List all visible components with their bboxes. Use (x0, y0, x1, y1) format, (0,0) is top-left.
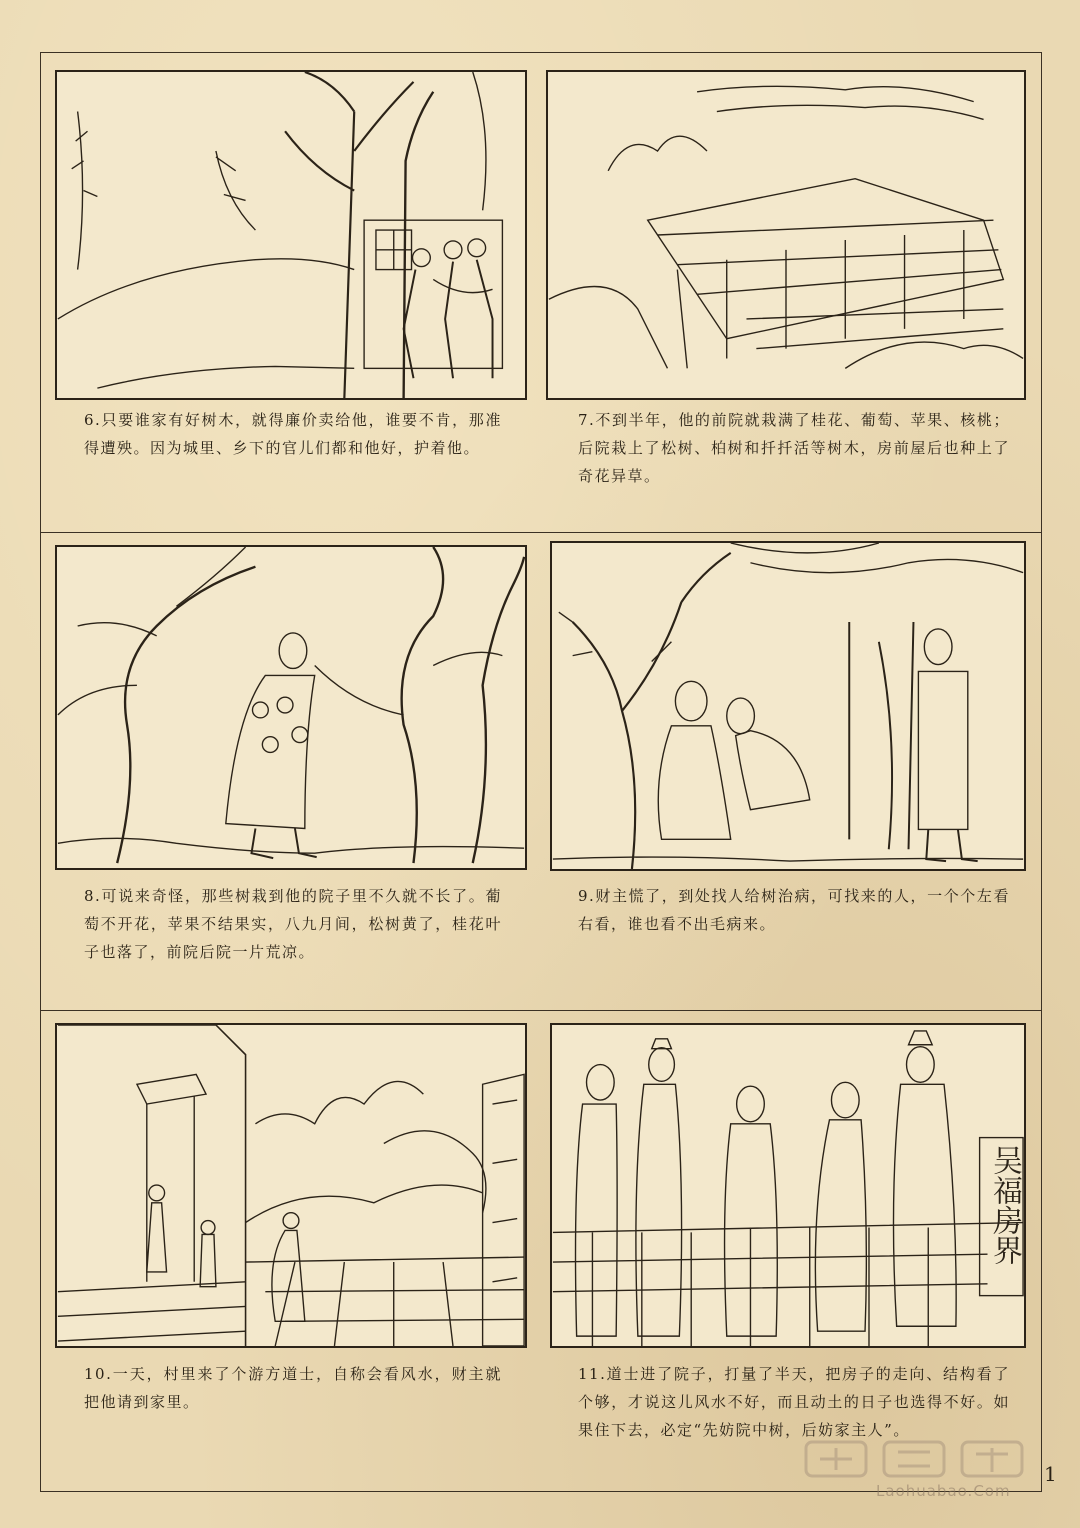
panel-9-caption: 9.财主慌了，到处找人给树治病，可找来的人，一个个左看右看，谁也看不出毛病来。 (578, 887, 1010, 933)
row-divider-2 (40, 1010, 1042, 1011)
panel-10-drawing (57, 1025, 525, 1346)
panel-10-illustration (55, 1023, 527, 1348)
panel-7-drawing (548, 72, 1024, 398)
panel-8-drawing (57, 547, 525, 868)
panel-9-illustration (550, 541, 1026, 871)
panel-11-caption: 11.道士进了院子，打量了半天，把房子的走向、结构看了个够，才说这儿风水不好，而且动土的日子也选得不好。如果住下去，必定“先妨院中树，后妨家主人”。 (578, 1365, 1010, 1439)
panel-6-caption: 6.只要谁家有好树木，就得廉价卖给他，谁要不肯，那准得遭殃。因为城里、乡下的官儿们都和他好，护着他。 (84, 411, 502, 457)
panel-11-drawing (552, 1025, 1024, 1346)
row-divider-1 (40, 532, 1042, 533)
panel-6-drawing (57, 72, 525, 398)
panel-10-caption: 10.一天，村里来了个游方道士，自称会看风水，财主就把他请到家里。 (84, 1365, 502, 1411)
laohuabao-watermark-logo (796, 1434, 1036, 1484)
panel-9-drawing (552, 543, 1024, 869)
panel-11-illustration (550, 1023, 1026, 1348)
panel-7-illustration (546, 70, 1026, 400)
panel-6-illustration (55, 70, 527, 400)
property-boundary-sign: 吴福房界 (987, 1145, 1022, 1265)
panel-8-caption: 8.可说来奇怪，那些树栽到他的院子里不久就不长了。葡萄不开花，苹果不结果实，八九月间，松树黄了，桂花叶子也落了，前院后院一片荒凉。 (84, 887, 502, 961)
panel-8-illustration (55, 545, 527, 870)
panel-7-caption: 7.不到半年，他的前院就栽满了桂花、葡萄、苹果、核桃；后院栽上了松树、柏树和扦扦活等树木，房前屋后也种上了奇花异草。 (578, 411, 1010, 485)
page-number: 1 (1044, 1462, 1057, 1486)
watermark-url: Laohuabao.Com (876, 1482, 1011, 1500)
